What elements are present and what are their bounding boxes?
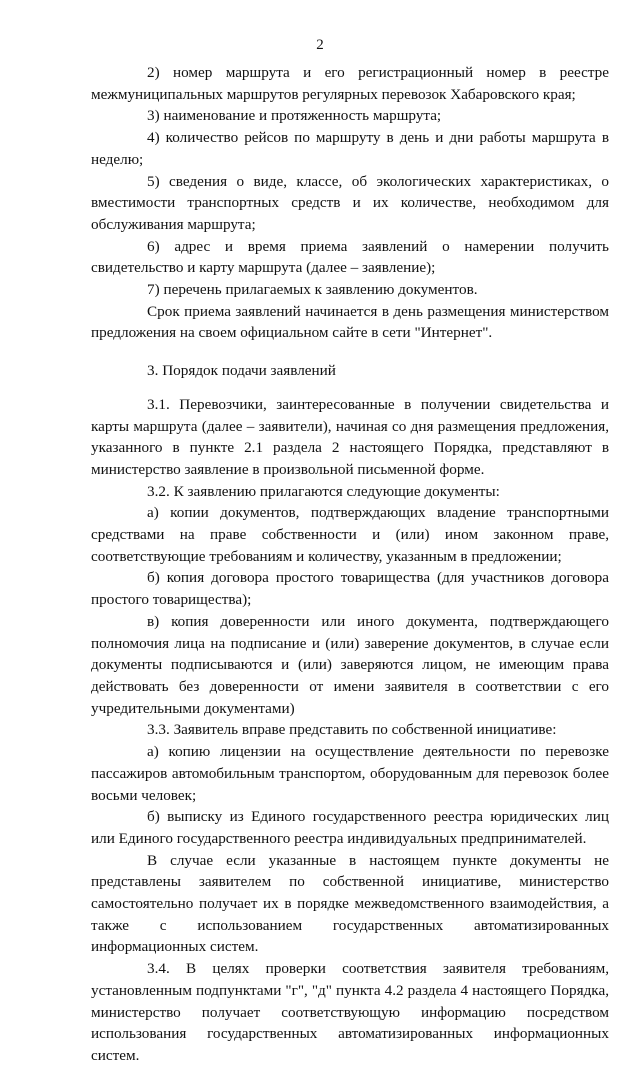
page-number: 2 [316,37,324,53]
document-body [91,62,609,1067]
paragraph-3-1: 3.1. Перевозчики, заинтересованные в получении свидетельства и карты маршрута (далее – заявители), начиная со дня размещения предложения, указанного в пункте 2.1 раздела 2 настоящего Порядка, представляют в министерство заявление в произвольной письменной форме. [91,395,609,478]
paragraph-application-deadline: Срок приема заявлений начинается в день размещения министерством предложения на своем официальном сайте в сети "Интернет". [91,302,609,342]
paragraph-3-2-v: в) копия доверенности или иного документа, подтверждающего полномочия лица на подписание и (или) заверение документов, в случае если документы подписываются и (или) заверяются лицом, не имеющим права действовать без доверенности от имени заявителя в соответствии с его учредительными документами) [91,612,609,717]
paragraph-3-3-a: а) копию лицензии на осуществление деятельности по перевозке пассажиров автомобильным транспортом, оборудованным для перевозок более восьми человек; [91,743,609,804]
paragraph-3-2: 3.2. К заявлению прилагаются следующие документы: [147,482,500,500]
paragraph-item-7: 7) перечень прилагаемых к заявлению документов. [147,281,478,299]
paragraph-3-2-a: а) копии документов, подтверждающих владение транспортными средствами на праве собственности и (или) ином законном праве, соответствующие требованиям и количеству, указанным в предложении; [91,504,609,565]
paragraph-3-3-note: В случае если указанные в настоящем пункте документы не представлены заявителем по собственной инициативе, министерство самостоятельно получает их в порядке межведомственного взаимодействия, а также с использованием государственных автоматизированных информационных систем. [91,851,609,956]
paragraph-3-3: 3.3. Заявитель вправе представить по собственной инициативе: [147,721,557,739]
paragraph-item-4: 4) количество рейсов по маршруту в день и дни работы маршрута в неделю; [91,129,609,168]
paragraph-3-2-b: б) копия договора простого товарищества (для участников договора простого товарищества); [91,569,609,609]
section-heading: 3. Порядок подачи заявлений [147,362,336,380]
paragraph-item-2: 2) номер маршрута и его регистрационный номер в реестре межмуниципальных маршрутов регулярных перевозок Хабаровского края; [91,64,609,103]
paragraph-3-4: 3.4. В целях проверки соответствия заявителя требованиям, установленным подпунктами "г", "д" пункта 4.2 раздела 4 настоящего Порядка, министерство получает соответствующую информацию посредством использования государственных автоматизированных информационных систем. [91,960,609,1064]
paragraph-item-6: 6) адрес и время приема заявлений о намерении получить свидетельство и карту маршрута (далее – заявление); [91,237,609,277]
paragraph-item-5: 5) сведения о виде, классе, об экологических характеристиках, о вместимости транспортных средств и их количестве, необходимом для обслуживания маршрута; [91,172,609,233]
paragraph-item-3: 3) наименование и протяженность маршрута; [147,107,442,125]
paragraph-3-3-b: б) выписку из Единого государственного реестра юридических лиц или Единого государственного реестра индивидуальных предпринимателей. [91,808,609,847]
